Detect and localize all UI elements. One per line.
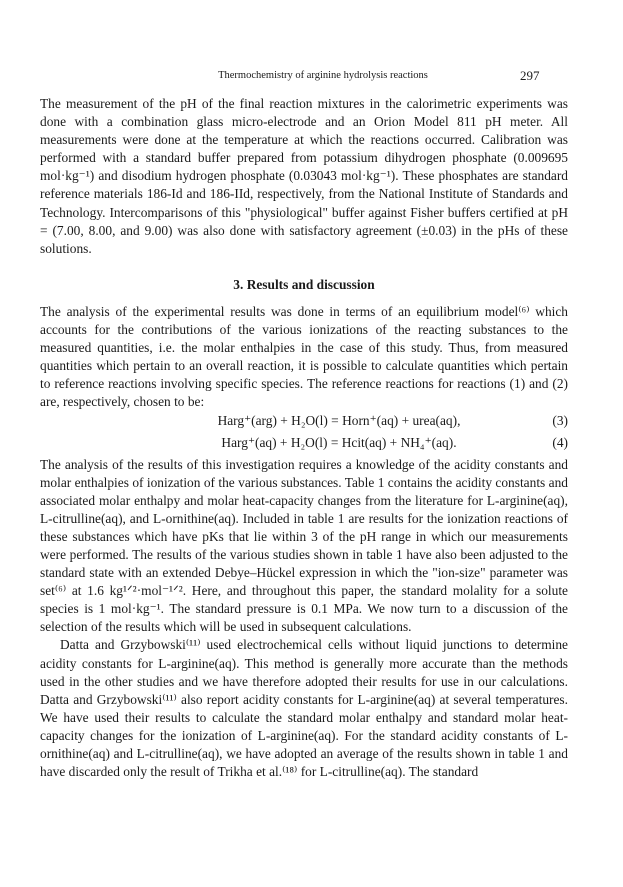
equation-3-text: Harg⁺(arg) + H₂O(l) = Horn⁺(aq) + urea(aq), (217, 412, 461, 428)
page-header (0, 70, 623, 86)
paragraph-datta-grzybowski: Datta and Grzybowski⁽¹¹⁾ used electrochemical cells without liquid junctions to determine acidity constants for L-arginine(aq). This method is generally more accurate than the methods used in the other studies and we have therefore adopted their results for use in our calculations. Datta and Grzybowski⁽¹¹⁾ also report acidity constants for L-arginine(aq) at several temperatures. We have used their results to calculate the standard molar enthalpy and standard molar heat-capacity changes for the ionization of L-arginine(aq). For the standard acidity constants of L-ornithine(aq) and L-citrulline(aq), we have adopted an average of the results shown in table 1 and have discarded only the result of Trikha et al.⁽¹⁸⁾ for L-citrulline(aq). The standard (40, 637, 568, 780)
paragraph-analysis-model: The analysis of the experimental results was done in terms of an equilibrium model⁽⁶⁾ which accounts for the contributions of the various ionizations of the reacting substances to the measured quantities, i.e. the molar enthalpies in the case of this study. Thus, from measured quantities which pertain to an overall reaction, it is possible to calculate quantities which pertain to reference reactions involving specific species. The reference reactions for reactions (1) and (2) are, respectively, chosen to be: (40, 303, 568, 410)
section-heading: 3. Results and discussion (233, 276, 375, 292)
paragraph-ph-measurement: The measurement of the pH of the final reaction mixtures in the calorimetric experiments was done with a combination glass micro-electrode and an Orion Model 811 pH meter. All measurements were done at the temperature at which the reactions occurred. Calibration was performed with a standard buffer prepared from potassium dihydrogen phosphate (0.009695 mol·kg⁻¹) and disodium hydrogen phosphate (0.03043 mol·kg⁻¹). These phosphates are standard reference materials 186-Id and 186-IId, respectively, from the National Institute of Standards and Technology. Intercomparisons of this "physiological" buffer against Fisher buffers certified at pH = (7.00, 8.00, and 9.00) was also done with satisfactory agreement (±0.03) in the pHs of these solutions. (40, 96, 568, 256)
body-text (40, 95, 568, 781)
running-title: Thermochemistry of arginine hydrolysis reactions (218, 70, 428, 81)
equation-3 (40, 412, 568, 434)
page-number: 297 (520, 68, 540, 83)
equation-4-number: (4) (552, 434, 568, 450)
equation-3-number: (3) (552, 412, 568, 428)
paragraph-acidity-constants: The analysis of the results of this investigation requires a knowledge of the acidity constants and molar enthalpies of ionization of the various substances. Table 1 contains the acidity constants and associated molar enthalpy and molar heat-capacity changes from the literature for L-arginine(aq), L-citrulline(aq), and L-ornithine(aq). Included in table 1 are results for the ionization reactions of these substances which have pKs that lie within 3 of the pH range in which our measurements were performed. The results of the various studies shown in table 1 have also been adjusted to the standard state with an extended Debye–Hückel expression in which the "ion-size" parameter was set⁽⁶⁾ at 1.6 kg¹ᐟ²·mol⁻¹ᐟ². Here, and throughout this paper, the standard molality for a solute species is 1 mol·kg⁻¹. The standard pressure is 0.1 MPa. We now turn to a discussion of the selection of the results which will be used in subsequent calculations. (40, 456, 568, 635)
equation-4-text: Harg⁺(aq) + H₂O(l) = Hcit(aq) + NH₄⁺(aq). (221, 434, 457, 450)
equation-4 (40, 434, 568, 456)
